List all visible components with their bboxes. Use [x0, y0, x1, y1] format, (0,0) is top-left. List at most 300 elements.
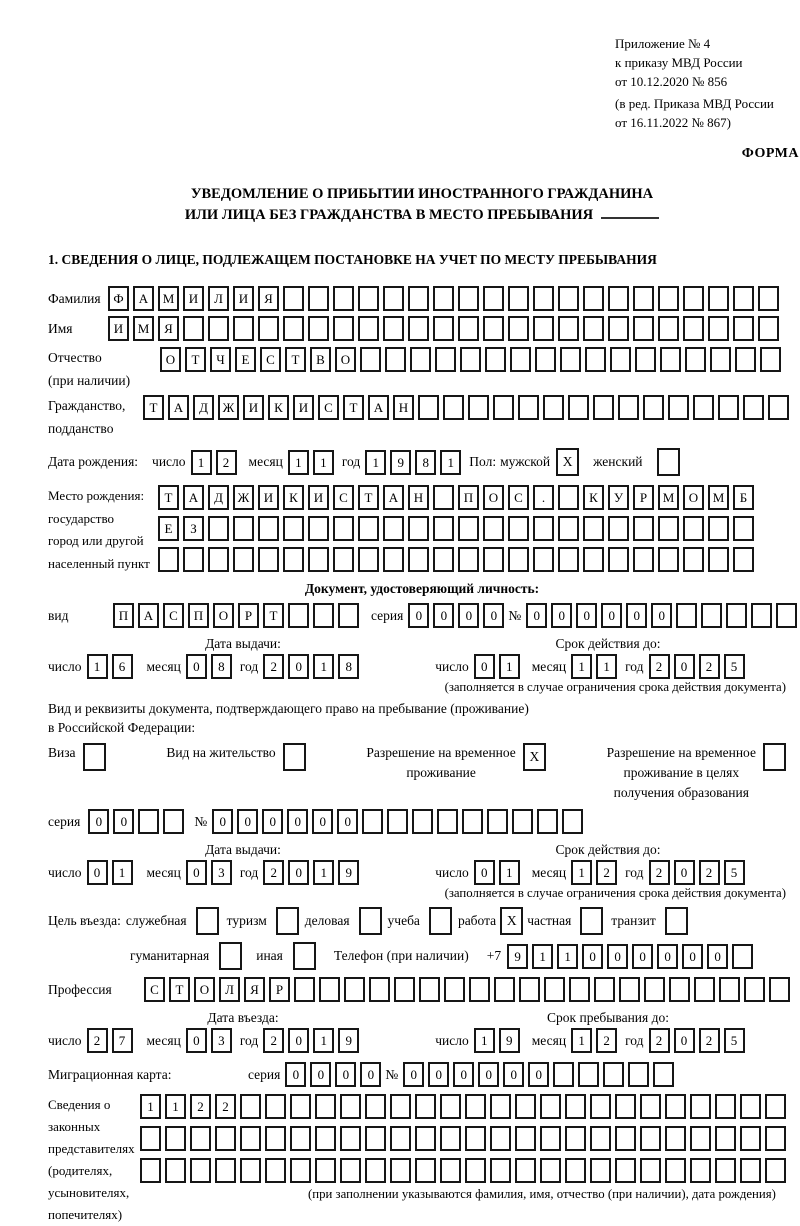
char-cell[interactable] — [443, 395, 464, 420]
char-cell[interactable]: С — [333, 485, 354, 510]
char-cell[interactable] — [490, 1094, 511, 1119]
char-cell[interactable] — [369, 977, 390, 1002]
char-cell[interactable]: 0 — [288, 1028, 309, 1053]
char-cell[interactable]: 9 — [338, 860, 359, 885]
char-cell[interactable]: 2 — [649, 654, 670, 679]
char-cell[interactable] — [483, 316, 504, 341]
char-cell[interactable] — [258, 516, 279, 541]
char-cell[interactable] — [683, 286, 704, 311]
entry-year[interactable] — [263, 1028, 363, 1053]
char-cell[interactable] — [140, 1158, 161, 1183]
doc-issue-day[interactable] — [87, 654, 137, 679]
char-cell[interactable]: 5 — [724, 654, 745, 679]
char-cell[interactable] — [469, 977, 490, 1002]
char-cell[interactable]: Ч — [210, 347, 231, 372]
char-cell[interactable] — [418, 395, 439, 420]
char-cell[interactable] — [333, 516, 354, 541]
char-cell[interactable] — [340, 1126, 361, 1151]
doc-issue-month[interactable] — [186, 654, 236, 679]
char-cell[interactable] — [610, 347, 631, 372]
char-cell[interactable] — [308, 516, 329, 541]
char-cell[interactable] — [233, 316, 254, 341]
purpose-commercial-checkbox[interactable] — [359, 907, 382, 935]
char-cell[interactable]: К — [283, 485, 304, 510]
char-cell[interactable]: К — [583, 485, 604, 510]
char-cell[interactable]: П — [188, 603, 209, 628]
char-cell[interactable]: Р — [269, 977, 290, 1002]
char-cell[interactable]: 0 — [337, 809, 358, 834]
char-cell[interactable] — [583, 547, 604, 572]
char-cell[interactable]: И — [183, 286, 204, 311]
char-cell[interactable] — [533, 516, 554, 541]
purpose-humanitarian-checkbox[interactable] — [219, 942, 242, 970]
char-cell[interactable] — [240, 1094, 261, 1119]
char-cell[interactable]: 0 — [503, 1062, 524, 1087]
char-cell[interactable]: 0 — [674, 1028, 695, 1053]
char-cell[interactable] — [465, 1094, 486, 1119]
char-cell[interactable]: 1 — [165, 1094, 186, 1119]
char-cell[interactable] — [560, 347, 581, 372]
birth-day-input[interactable] — [191, 450, 241, 475]
char-cell[interactable]: 2 — [263, 860, 284, 885]
char-cell[interactable]: Т — [285, 347, 306, 372]
purpose-tourism-checkbox[interactable] — [276, 907, 299, 935]
char-cell[interactable] — [515, 1126, 536, 1151]
char-cell[interactable] — [340, 1094, 361, 1119]
char-cell[interactable] — [283, 547, 304, 572]
char-cell[interactable]: Т — [263, 603, 284, 628]
char-cell[interactable]: 0 — [408, 603, 429, 628]
char-cell[interactable] — [412, 809, 433, 834]
char-cell[interactable]: О — [483, 485, 504, 510]
doc-issue-year[interactable] — [263, 654, 363, 679]
char-cell[interactable] — [776, 603, 797, 628]
char-cell[interactable]: 1 — [499, 860, 520, 885]
char-cell[interactable] — [508, 516, 529, 541]
char-cell[interactable]: 0 — [186, 1028, 207, 1053]
char-cell[interactable]: М — [133, 316, 154, 341]
char-cell[interactable] — [758, 286, 779, 311]
char-cell[interactable]: П — [113, 603, 134, 628]
char-cell[interactable]: Р — [238, 603, 259, 628]
representatives-row3-input[interactable] — [140, 1158, 790, 1183]
purpose-private-checkbox[interactable] — [580, 907, 603, 935]
char-cell[interactable]: О — [683, 485, 704, 510]
char-cell[interactable] — [540, 1094, 561, 1119]
char-cell[interactable] — [290, 1094, 311, 1119]
char-cell[interactable] — [485, 347, 506, 372]
char-cell[interactable] — [765, 1158, 786, 1183]
char-cell[interactable]: 0 — [674, 654, 695, 679]
char-cell[interactable] — [313, 603, 334, 628]
char-cell[interactable] — [683, 516, 704, 541]
char-cell[interactable] — [715, 1094, 736, 1119]
char-cell[interactable] — [233, 547, 254, 572]
char-cell[interactable]: 2 — [190, 1094, 211, 1119]
char-cell[interactable]: 2 — [263, 1028, 284, 1053]
char-cell[interactable]: О — [335, 347, 356, 372]
char-cell[interactable]: 9 — [499, 1028, 520, 1053]
char-cell[interactable]: 5 — [724, 1028, 745, 1053]
char-cell[interactable] — [258, 316, 279, 341]
char-cell[interactable]: Д — [208, 485, 229, 510]
char-cell[interactable]: 1 — [365, 450, 386, 475]
char-cell[interactable] — [215, 1126, 236, 1151]
char-cell[interactable]: Я — [158, 316, 179, 341]
patronymic-input[interactable] — [160, 347, 785, 372]
char-cell[interactable]: 1 — [313, 860, 334, 885]
char-cell[interactable] — [508, 286, 529, 311]
char-cell[interactable]: Т — [143, 395, 164, 420]
char-cell[interactable] — [740, 1158, 761, 1183]
char-cell[interactable] — [665, 1094, 686, 1119]
char-cell[interactable] — [433, 316, 454, 341]
char-cell[interactable] — [590, 1094, 611, 1119]
char-cell[interactable] — [608, 547, 629, 572]
char-cell[interactable] — [633, 516, 654, 541]
stay-day[interactable] — [474, 1028, 524, 1053]
char-cell[interactable]: 0 — [526, 603, 547, 628]
char-cell[interactable] — [590, 1126, 611, 1151]
char-cell[interactable] — [333, 316, 354, 341]
char-cell[interactable] — [435, 347, 456, 372]
birthplace-row3-input[interactable] — [158, 547, 758, 572]
char-cell[interactable]: 8 — [211, 654, 232, 679]
char-cell[interactable] — [578, 1062, 599, 1087]
char-cell[interactable] — [733, 286, 754, 311]
char-cell[interactable] — [294, 977, 315, 1002]
char-cell[interactable] — [283, 286, 304, 311]
char-cell[interactable]: Я — [244, 977, 265, 1002]
char-cell[interactable] — [308, 547, 329, 572]
char-cell[interactable] — [619, 977, 640, 1002]
char-cell[interactable] — [458, 316, 479, 341]
char-cell[interactable] — [437, 809, 458, 834]
char-cell[interactable] — [640, 1158, 661, 1183]
doc-kind-input[interactable] — [113, 603, 363, 628]
char-cell[interactable]: 0 — [288, 860, 309, 885]
char-cell[interactable]: З — [183, 516, 204, 541]
char-cell[interactable]: С — [163, 603, 184, 628]
char-cell[interactable]: 2 — [699, 654, 720, 679]
char-cell[interactable] — [683, 316, 704, 341]
char-cell[interactable] — [715, 1158, 736, 1183]
char-cell[interactable]: 0 — [632, 944, 653, 969]
char-cell[interactable]: Л — [219, 977, 240, 1002]
char-cell[interactable] — [685, 347, 706, 372]
char-cell[interactable]: И — [293, 395, 314, 420]
char-cell[interactable] — [490, 1126, 511, 1151]
char-cell[interactable]: . — [533, 485, 554, 510]
char-cell[interactable] — [508, 547, 529, 572]
char-cell[interactable] — [583, 516, 604, 541]
char-cell[interactable] — [315, 1126, 336, 1151]
char-cell[interactable]: Л — [208, 286, 229, 311]
char-cell[interactable]: Б — [733, 485, 754, 510]
char-cell[interactable] — [640, 1094, 661, 1119]
char-cell[interactable] — [419, 977, 440, 1002]
char-cell[interactable]: 6 — [112, 654, 133, 679]
char-cell[interactable] — [458, 516, 479, 541]
doc-valid-day[interactable] — [474, 654, 524, 679]
char-cell[interactable]: 0 — [262, 809, 283, 834]
char-cell[interactable] — [283, 316, 304, 341]
char-cell[interactable] — [558, 485, 579, 510]
char-cell[interactable] — [483, 286, 504, 311]
residence-issue-day[interactable] — [87, 860, 137, 885]
char-cell[interactable] — [390, 1126, 411, 1151]
char-cell[interactable] — [615, 1126, 636, 1151]
char-cell[interactable] — [615, 1158, 636, 1183]
char-cell[interactable] — [515, 1094, 536, 1119]
char-cell[interactable] — [710, 347, 731, 372]
char-cell[interactable] — [658, 516, 679, 541]
char-cell[interactable] — [740, 1126, 761, 1151]
char-cell[interactable] — [233, 516, 254, 541]
char-cell[interactable] — [319, 977, 340, 1002]
representatives-row2-input[interactable] — [140, 1126, 790, 1151]
char-cell[interactable]: 1 — [571, 1028, 592, 1053]
char-cell[interactable] — [183, 316, 204, 341]
char-cell[interactable] — [533, 547, 554, 572]
char-cell[interactable] — [258, 547, 279, 572]
doc-series-input[interactable] — [408, 603, 508, 628]
char-cell[interactable] — [540, 1158, 561, 1183]
char-cell[interactable] — [726, 603, 747, 628]
entry-month[interactable] — [186, 1028, 236, 1053]
char-cell[interactable]: 1 — [474, 1028, 495, 1053]
char-cell[interactable]: А — [133, 286, 154, 311]
char-cell[interactable] — [387, 809, 408, 834]
char-cell[interactable] — [493, 395, 514, 420]
residence-issue-month[interactable] — [186, 860, 236, 885]
char-cell[interactable] — [583, 286, 604, 311]
char-cell[interactable] — [565, 1158, 586, 1183]
char-cell[interactable]: 1 — [313, 1028, 334, 1053]
char-cell[interactable]: 1 — [440, 450, 461, 475]
char-cell[interactable] — [444, 977, 465, 1002]
char-cell[interactable]: 1 — [112, 860, 133, 885]
char-cell[interactable] — [715, 1126, 736, 1151]
char-cell[interactable]: Д — [193, 395, 214, 420]
visa-checkbox[interactable] — [83, 743, 106, 771]
char-cell[interactable]: 0 — [312, 809, 333, 834]
char-cell[interactable] — [508, 316, 529, 341]
char-cell[interactable]: 1 — [313, 450, 334, 475]
char-cell[interactable] — [653, 1062, 674, 1087]
char-cell[interactable]: А — [138, 603, 159, 628]
char-cell[interactable]: 1 — [571, 654, 592, 679]
char-cell[interactable]: 1 — [313, 654, 334, 679]
char-cell[interactable] — [708, 316, 729, 341]
citizenship-input[interactable] — [143, 395, 793, 420]
char-cell[interactable] — [603, 1062, 624, 1087]
char-cell[interactable]: 2 — [87, 1028, 108, 1053]
char-cell[interactable] — [494, 977, 515, 1002]
char-cell[interactable] — [408, 316, 429, 341]
char-cell[interactable] — [765, 1094, 786, 1119]
char-cell[interactable] — [163, 809, 184, 834]
char-cell[interactable]: 9 — [338, 1028, 359, 1053]
char-cell[interactable] — [512, 809, 533, 834]
char-cell[interactable]: М — [658, 485, 679, 510]
char-cell[interactable]: 0 — [483, 603, 504, 628]
char-cell[interactable] — [315, 1094, 336, 1119]
char-cell[interactable]: И — [258, 485, 279, 510]
char-cell[interactable]: 0 — [335, 1062, 356, 1087]
residence-series-input[interactable] — [88, 809, 188, 834]
char-cell[interactable] — [635, 347, 656, 372]
char-cell[interactable]: 2 — [596, 1028, 617, 1053]
char-cell[interactable]: 2 — [649, 1028, 670, 1053]
char-cell[interactable] — [340, 1158, 361, 1183]
char-cell[interactable] — [358, 316, 379, 341]
char-cell[interactable]: 0 — [186, 654, 207, 679]
char-cell[interactable]: Ж — [218, 395, 239, 420]
char-cell[interactable] — [208, 316, 229, 341]
char-cell[interactable] — [690, 1094, 711, 1119]
char-cell[interactable]: 0 — [458, 603, 479, 628]
purpose-work-checkbox[interactable]: X — [500, 907, 523, 935]
char-cell[interactable] — [540, 1126, 561, 1151]
char-cell[interactable] — [644, 977, 665, 1002]
char-cell[interactable]: 0 — [212, 809, 233, 834]
char-cell[interactable] — [158, 547, 179, 572]
char-cell[interactable] — [383, 516, 404, 541]
char-cell[interactable]: 2 — [263, 654, 284, 679]
char-cell[interactable]: С — [508, 485, 529, 510]
residence-issue-year[interactable] — [263, 860, 363, 885]
doc-valid-year[interactable] — [649, 654, 749, 679]
char-cell[interactable] — [690, 1126, 711, 1151]
char-cell[interactable] — [683, 547, 704, 572]
char-cell[interactable] — [433, 485, 454, 510]
char-cell[interactable] — [765, 1126, 786, 1151]
birthplace-row2-input[interactable] — [158, 516, 758, 541]
char-cell[interactable] — [676, 603, 697, 628]
char-cell[interactable]: 8 — [338, 654, 359, 679]
residence-valid-month[interactable] — [571, 860, 621, 885]
char-cell[interactable]: 1 — [191, 450, 212, 475]
char-cell[interactable]: 0 — [88, 809, 109, 834]
char-cell[interactable] — [433, 286, 454, 311]
char-cell[interactable] — [608, 316, 629, 341]
char-cell[interactable] — [569, 977, 590, 1002]
char-cell[interactable] — [383, 547, 404, 572]
char-cell[interactable] — [558, 547, 579, 572]
char-cell[interactable] — [658, 286, 679, 311]
purpose-business-checkbox[interactable] — [196, 907, 219, 935]
char-cell[interactable] — [415, 1126, 436, 1151]
char-cell[interactable]: К — [268, 395, 289, 420]
char-cell[interactable]: Т — [185, 347, 206, 372]
char-cell[interactable] — [308, 286, 329, 311]
char-cell[interactable] — [518, 395, 539, 420]
doc-valid-month[interactable] — [571, 654, 621, 679]
char-cell[interactable]: 2 — [216, 450, 237, 475]
char-cell[interactable] — [658, 547, 679, 572]
char-cell[interactable]: В — [310, 347, 331, 372]
char-cell[interactable]: 0 — [453, 1062, 474, 1087]
char-cell[interactable] — [390, 1158, 411, 1183]
char-cell[interactable] — [333, 547, 354, 572]
char-cell[interactable] — [460, 347, 481, 372]
char-cell[interactable] — [394, 977, 415, 1002]
char-cell[interactable] — [668, 395, 689, 420]
char-cell[interactable] — [190, 1126, 211, 1151]
char-cell[interactable]: 1 — [532, 944, 553, 969]
char-cell[interactable] — [660, 347, 681, 372]
char-cell[interactable] — [165, 1158, 186, 1183]
char-cell[interactable] — [510, 347, 531, 372]
char-cell[interactable] — [138, 809, 159, 834]
char-cell[interactable]: 0 — [576, 603, 597, 628]
char-cell[interactable]: 2 — [215, 1094, 236, 1119]
char-cell[interactable]: 0 — [310, 1062, 331, 1087]
char-cell[interactable]: 0 — [113, 809, 134, 834]
char-cell[interactable]: 2 — [699, 860, 720, 885]
char-cell[interactable] — [440, 1094, 461, 1119]
char-cell[interactable]: 1 — [288, 450, 309, 475]
char-cell[interactable] — [568, 395, 589, 420]
char-cell[interactable]: У — [608, 485, 629, 510]
char-cell[interactable] — [719, 977, 740, 1002]
char-cell[interactable] — [693, 395, 714, 420]
char-cell[interactable] — [265, 1094, 286, 1119]
char-cell[interactable] — [208, 547, 229, 572]
char-cell[interactable]: М — [158, 286, 179, 311]
purpose-other-checkbox[interactable] — [293, 942, 316, 970]
char-cell[interactable]: А — [383, 485, 404, 510]
char-cell[interactable]: 0 — [601, 603, 622, 628]
char-cell[interactable]: 0 — [433, 603, 454, 628]
char-cell[interactable] — [533, 286, 554, 311]
char-cell[interactable]: 0 — [528, 1062, 549, 1087]
char-cell[interactable] — [740, 1094, 761, 1119]
char-cell[interactable] — [465, 1126, 486, 1151]
char-cell[interactable] — [288, 603, 309, 628]
char-cell[interactable]: С — [318, 395, 339, 420]
char-cell[interactable] — [658, 316, 679, 341]
char-cell[interactable] — [358, 516, 379, 541]
char-cell[interactable] — [208, 516, 229, 541]
char-cell[interactable] — [358, 286, 379, 311]
char-cell[interactable] — [290, 1126, 311, 1151]
char-cell[interactable] — [358, 547, 379, 572]
rvp-checkbox[interactable]: X — [523, 743, 546, 771]
birth-month-input[interactable] — [288, 450, 338, 475]
char-cell[interactable] — [283, 516, 304, 541]
char-cell[interactable]: 0 — [551, 603, 572, 628]
char-cell[interactable] — [190, 1158, 211, 1183]
char-cell[interactable] — [468, 395, 489, 420]
char-cell[interactable]: П — [458, 485, 479, 510]
char-cell[interactable] — [735, 347, 756, 372]
char-cell[interactable] — [240, 1126, 261, 1151]
char-cell[interactable]: 0 — [87, 860, 108, 885]
residence-number-input[interactable] — [212, 809, 587, 834]
char-cell[interactable]: 0 — [478, 1062, 499, 1087]
char-cell[interactable]: 0 — [674, 860, 695, 885]
char-cell[interactable] — [519, 977, 540, 1002]
char-cell[interactable] — [410, 347, 431, 372]
char-cell[interactable] — [590, 1158, 611, 1183]
char-cell[interactable] — [733, 316, 754, 341]
char-cell[interactable]: 1 — [571, 860, 592, 885]
char-cell[interactable]: Н — [393, 395, 414, 420]
char-cell[interactable] — [383, 316, 404, 341]
char-cell[interactable] — [433, 516, 454, 541]
